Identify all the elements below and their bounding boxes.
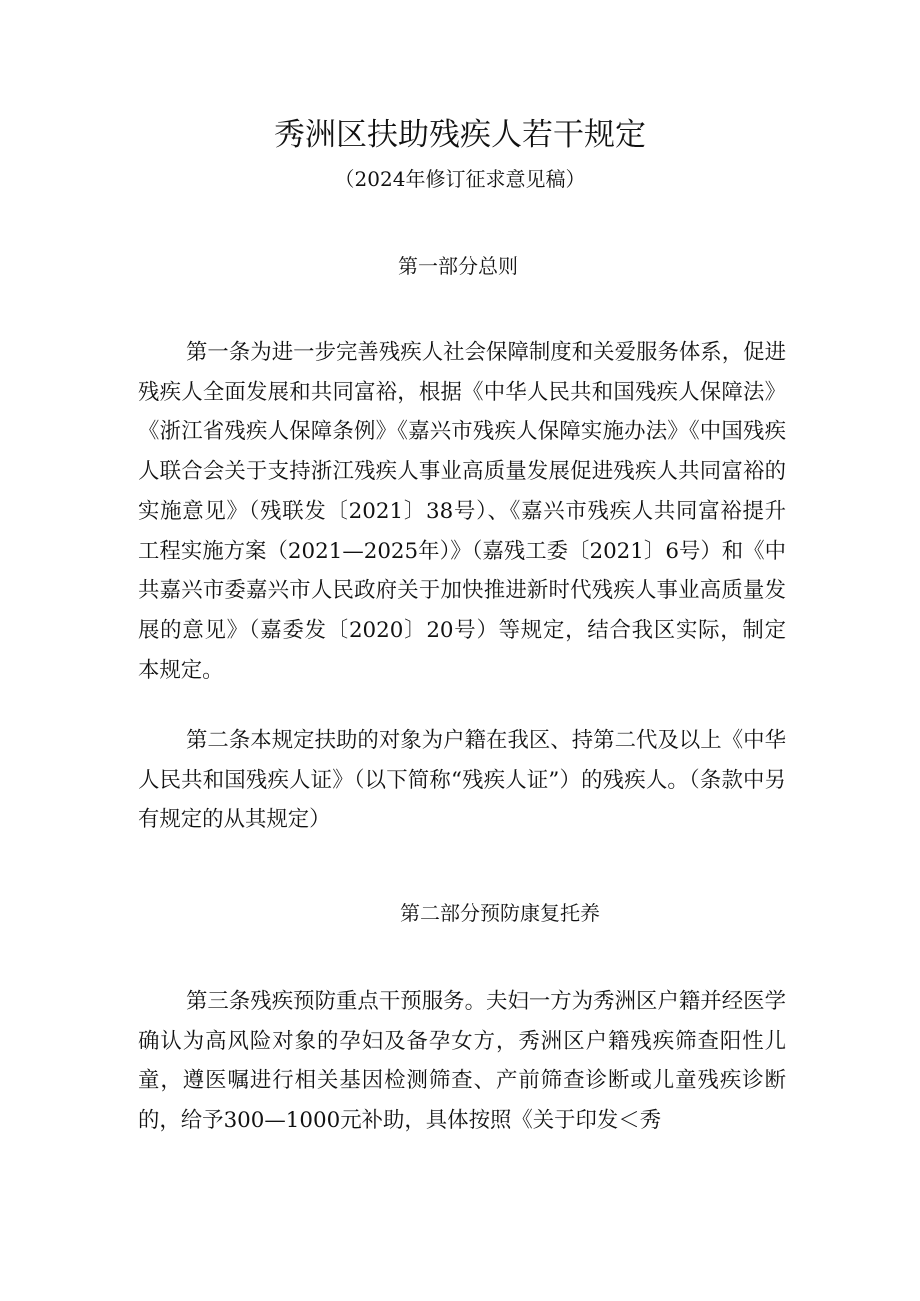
section-heading-general: 第一部分总则 [398, 254, 518, 278]
article-2-paragraph: 第二条本规定扶助的对象为户籍在我区、持第二代及以上《中华人民共和国残疾人证》（以下简称“残疾人证”）的残疾人。（条款中另有规定的从其规定） [138, 728, 786, 833]
document-title: 秀洲区扶助残疾人若干规定 [274, 117, 646, 153]
section-heading-prevention: 第二部分预防康复托养 [400, 901, 600, 925]
article-1-paragraph: 第一条为进一步完善残疾人社会保障制度和关爱服务体系，促进残疾人全面发展和共同富裕，根据《中华人民共和国残疾人保障法》《浙江省残疾人保障条例》《嘉兴市残疾人保障实施办法》《中国残疾人联合会关于支持浙江残疾人事业高质量发展促进残疾人共同富裕的实施意见》（残联发〔2021〕38号）、《嘉兴市残疾人共同富裕提升工程实施方案（2021—2025年）》（嘉残工委〔2021〕6号）和《中共嘉兴市委嘉兴市人民政府关于加快推进新时代残疾人事业高质量发展的意见》（嘉委发〔2020〕20号）等规定，结合我区实际，制定本规定。 [138, 340, 786, 683]
document-subtitle: （2024年修订征求意见稿） [334, 167, 586, 191]
article-3-paragraph: 第三条残疾预防重点干预服务。夫妇一方为秀洲区户籍并经医学确认为高风险对象的孕妇及备孕女方，秀洲区户籍残疾筛查阳性儿童，遵医嘱进行相关基因检测筛查、产前筛查诊断或儿童残疾诊断的，给予300—1000元补助，具体按照《关于印发＜秀 [138, 989, 786, 1133]
